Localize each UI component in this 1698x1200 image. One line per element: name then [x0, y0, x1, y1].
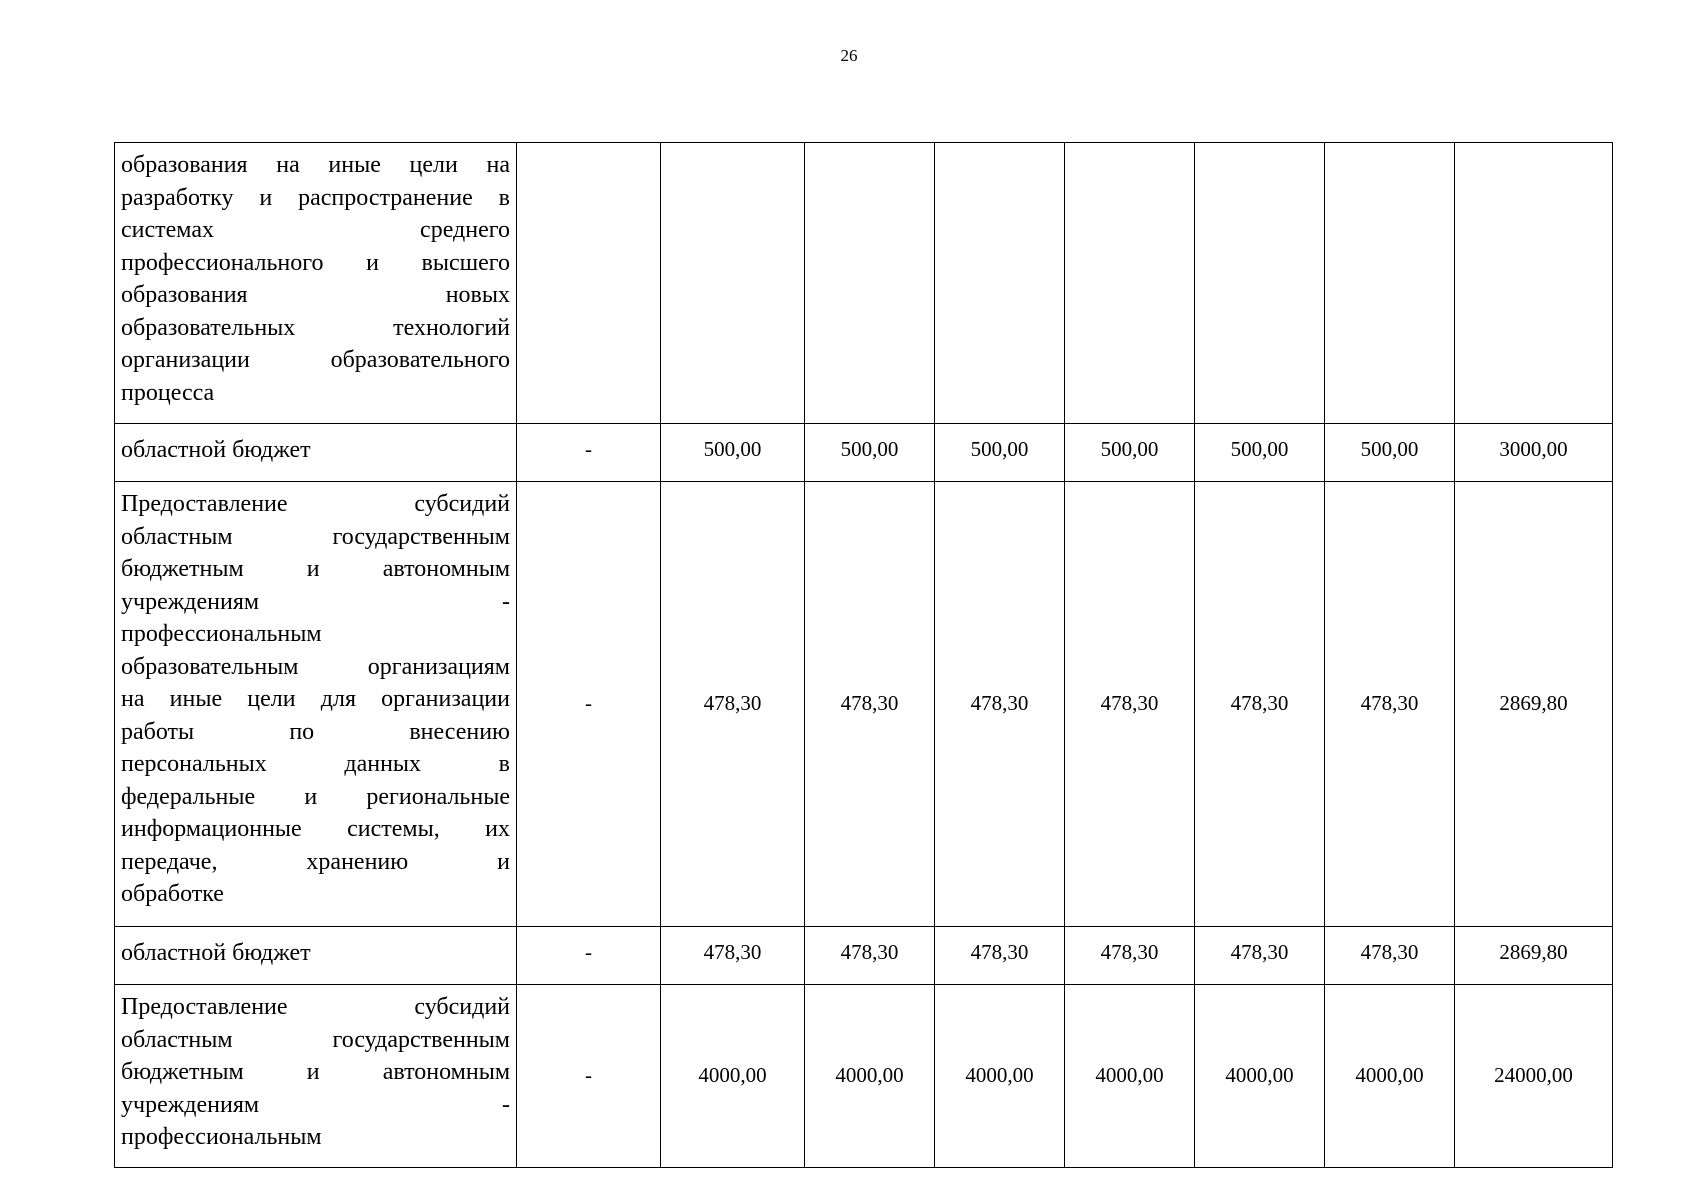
year-value-cell: 500,00 — [1325, 424, 1455, 482]
description-line: областным государственным — [121, 523, 510, 550]
year-value-cell — [517, 143, 661, 424]
description-line: бюджетным и автономным — [121, 1059, 510, 1085]
year-value-cell: 500,00 — [1195, 424, 1325, 482]
total-value-cell — [1455, 143, 1613, 424]
total-value-cell: 24000,00 — [1455, 985, 1613, 1168]
year-value-cell: 4000,00 — [1065, 985, 1195, 1168]
description-line: работы по внесению — [121, 718, 510, 745]
year-value-cell: - — [517, 424, 661, 482]
year-value-cell: 478,30 — [1065, 482, 1195, 927]
year-value-cell: 478,30 — [1325, 482, 1455, 927]
funding-source-label: областной бюджет — [115, 927, 517, 985]
funding-source-row — [115, 927, 1613, 985]
activity-description — [115, 143, 517, 424]
activity-row — [115, 143, 1613, 424]
description-line: системах среднего — [121, 217, 510, 243]
year-value-cell: 478,30 — [1195, 927, 1325, 985]
year-value-cell: 478,30 — [805, 927, 935, 985]
description-line: образования новых — [121, 282, 510, 308]
year-value-cell: - — [517, 927, 661, 985]
year-value-cell — [661, 143, 805, 424]
total-value-cell: 2869,80 — [1455, 482, 1613, 927]
year-value-cell: 4000,00 — [661, 985, 805, 1168]
description-line: областным государственным — [121, 1026, 510, 1053]
total-value-cell: 3000,00 — [1455, 424, 1613, 482]
year-value-cell — [805, 143, 935, 424]
year-value-cell: 500,00 — [805, 424, 935, 482]
page-number: 26 — [840, 46, 858, 65]
description-line: на иные цели для организации — [121, 686, 510, 712]
year-value-cell: 4000,00 — [805, 985, 935, 1168]
year-value-cell: 478,30 — [1195, 482, 1325, 927]
year-value-cell: 500,00 — [935, 424, 1065, 482]
description-line: процесса — [121, 379, 215, 406]
year-value-cell: 478,30 — [661, 482, 805, 927]
description-line: образовательных технологий — [121, 314, 510, 341]
year-value-cell: 500,00 — [661, 424, 805, 482]
description-line: бюджетным и автономным — [121, 556, 510, 582]
description-line: передаче, хранению и — [121, 848, 510, 875]
year-value-cell: - — [517, 985, 661, 1168]
description-line: Предоставление субсидий — [121, 491, 510, 517]
total-value-cell: 2869,80 — [1455, 927, 1613, 985]
year-value-cell: 478,30 — [805, 482, 935, 927]
description-line: федеральные и региональные — [121, 783, 510, 810]
year-value-cell: 4000,00 — [1195, 985, 1325, 1168]
description-line: профессиональным — [121, 621, 322, 647]
year-value-cell: 478,30 — [1325, 927, 1455, 985]
activity-row — [115, 985, 1613, 1168]
funding-source-row — [115, 424, 1613, 482]
description-line: обработке — [121, 881, 224, 907]
year-value-cell — [1065, 143, 1195, 424]
description-line: разработку и распространение в — [121, 184, 510, 211]
year-value-cell: 478,30 — [935, 482, 1065, 927]
description-line: профессиональным — [121, 1124, 322, 1150]
year-value-cell: 4000,00 — [1325, 985, 1455, 1168]
activity-row — [115, 482, 1613, 927]
year-value-cell: 478,30 — [661, 927, 805, 985]
description-line: организации образовательного — [121, 347, 510, 373]
table-body — [115, 143, 1613, 1168]
description-line: информационные системы, их — [121, 816, 510, 842]
description-line: Предоставление субсидий — [121, 994, 510, 1020]
description-line: профессионального и высшего — [121, 249, 510, 276]
description-line: образовательным организациям — [121, 653, 510, 680]
description-line: учреждениям - — [121, 1091, 510, 1118]
year-value-cell — [935, 143, 1065, 424]
description-line: персональных данных в — [121, 751, 510, 777]
description-line: образования на иные цели на — [121, 152, 510, 178]
budget-table — [114, 142, 1613, 1168]
year-value-cell: 4000,00 — [935, 985, 1065, 1168]
year-value-cell: 478,30 — [935, 927, 1065, 985]
year-value-cell: 478,30 — [1065, 927, 1195, 985]
year-value-cell — [1325, 143, 1455, 424]
funding-source-label: областной бюджет — [115, 424, 517, 482]
year-value-cell: 500,00 — [1065, 424, 1195, 482]
year-value-cell — [1195, 143, 1325, 424]
activity-description — [115, 482, 517, 927]
year-value-cell: - — [517, 482, 661, 927]
activity-description — [115, 985, 517, 1168]
description-line: учреждениям - — [121, 588, 510, 615]
